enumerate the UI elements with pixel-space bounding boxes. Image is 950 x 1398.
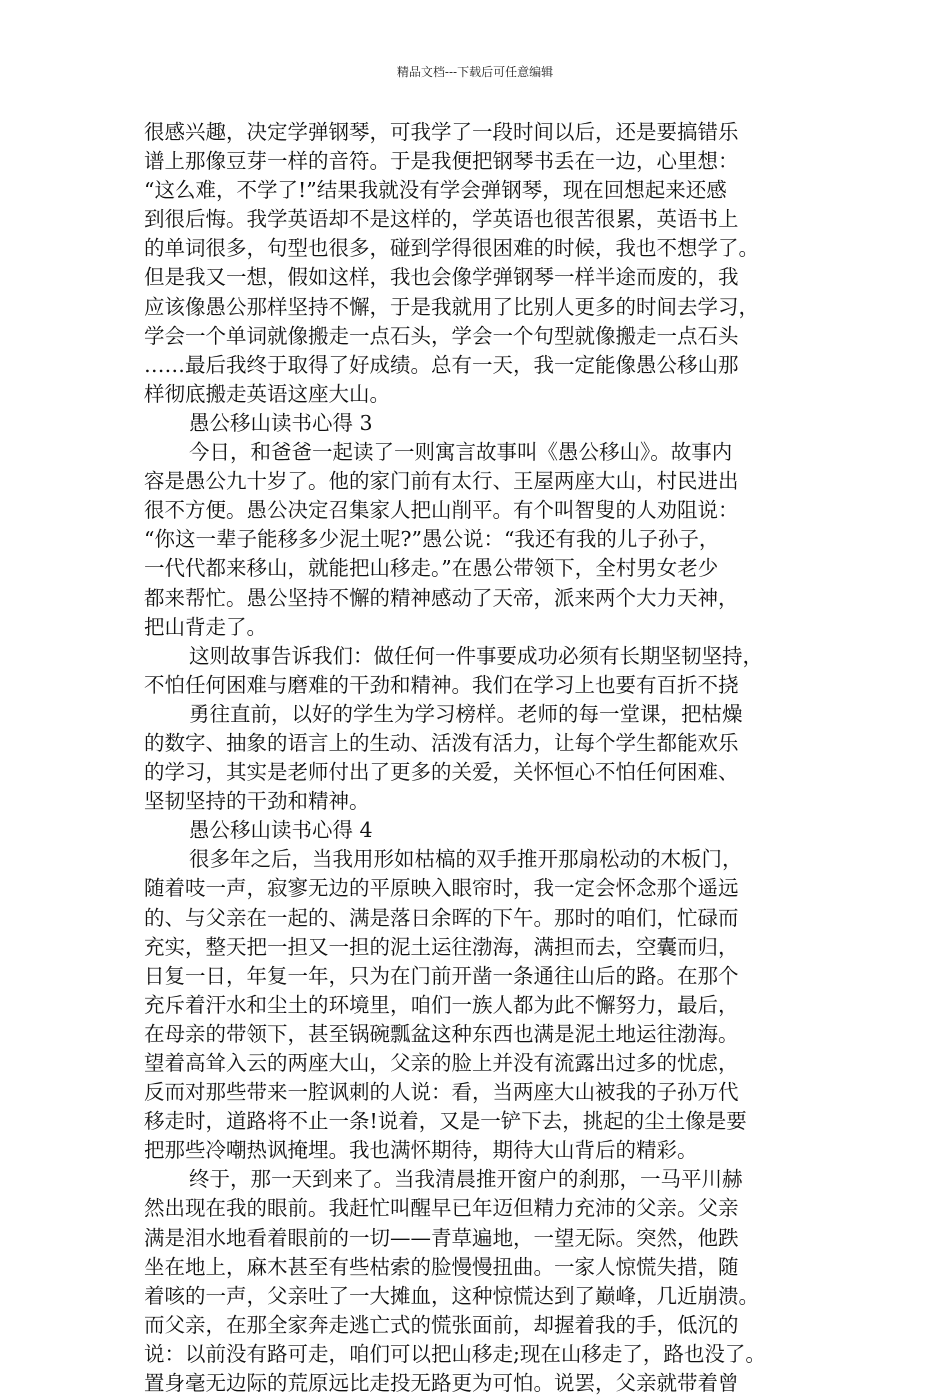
text-line: 很多年之后，当我用形如枯槁的双手推开那扇松动的木板门，: [189, 847, 743, 872]
text-line: 充斥着汗水和尘土的环境里，咱们一族人都为此不懈努力，最后，: [144, 992, 739, 1017]
text-line: 勇往直前，以好的学生为学习榜样。老师的每一堂课，把枯燥: [189, 701, 743, 726]
text-line: 而父亲，在那全家奔走逃亡式的慌张面前，却握着我的手，低沉的: [144, 1312, 739, 1337]
text-line: 的数字、抽象的语言上的生动、活泼有活力，让每个学生都能欢乐: [144, 730, 739, 755]
text-line: 学会一个单词就像搬走一点石头，学会一个句型就像搬走一点石头: [144, 323, 739, 348]
text-line: 说：以前没有路可走，咱们可以把山移走;现在山移走了，路也没了。: [144, 1341, 766, 1366]
text-line: 着咳的一声，父亲吐了一大摊血，这种惊慌达到了巅峰，几近崩溃。: [144, 1283, 759, 1308]
text-line: 谱上那像豆芽一样的音符。于是我便把钢琴书丢在一边，心里想：: [144, 149, 739, 174]
text-line: “这么难，不学了!”结果我就没有学会弹钢琴，现在回想起来还感: [144, 178, 727, 203]
text-line: 充实，整天把一担又一担的泥土运往渤海，满担而去，空囊而归，: [144, 934, 739, 959]
text-line: 的学习，其实是老师付出了更多的关爱，关怀恒心不怕任何困难、: [144, 760, 739, 785]
text-line: 把那些冷嘲热讽掩埋。我也满怀期待，期待大山背后的精彩。: [144, 1138, 698, 1163]
text-line: 不怕任何困难与磨难的干劲和精神。我们在学习上也要有百折不挠: [144, 672, 739, 697]
text-line: 把山背走了。: [144, 614, 267, 639]
text-line: “你这一辈子能移多少泥土呢?”愚公说：“我还有我的儿子孙子，: [144, 527, 720, 552]
text-line: 应该像愚公那样坚持不懈，于是我就用了比别人更多的时间去学习，: [144, 294, 759, 319]
text-line: 移走时，道路将不止一条!说着，又是一铲下去，挑起的尘土像是要: [144, 1109, 747, 1134]
text-line: 反而对那些带来一腔讽刺的人说：看，当两座大山被我的子孙万代: [144, 1080, 739, 1105]
section-heading: 愚公移山读书心得 3: [189, 410, 373, 435]
text-line: 在母亲的带领下，甚至锅碗瓢盆这种东西也满是泥土地运往渤海。: [144, 1021, 739, 1046]
text-line: 坐在地上，麻木甚至有些枯索的脸慢慢扭曲。一家人惊慌失措，随: [144, 1254, 739, 1279]
text-line: 置身毫无边际的荒原远比走投无路更为可怕。说罢，父亲就带着曾: [144, 1371, 739, 1396]
text-line: 都来帮忙。愚公坚持不懈的精神感动了天帝，派来两个大力天神，: [144, 585, 739, 610]
text-line: 坚韧坚持的干劲和精神。: [144, 789, 370, 814]
text-line: ……最后我终于取得了好成绩。总有一天，我一定能像愚公移山那: [144, 352, 739, 377]
document-body: [144, 118, 834, 1398]
text-line: 很不方便。愚公决定召集家人把山削平。有个叫智叟的人劝阻说：: [144, 498, 739, 523]
text-line: 一代代都来移山，就能把山移走。”在愚公带领下，全村男女老少: [144, 556, 719, 581]
text-line: 的单词很多，句型也很多，碰到学得很困难的时候，我也不想学了。: [144, 236, 759, 261]
text-line: 样彻底搬走英语这座大山。: [144, 381, 390, 406]
text-line: 然出现在我的眼前。我赶忙叫醒早已年迈但精力充沛的父亲。父亲: [144, 1196, 739, 1221]
text-line: 满是泪水地看着眼前的一切——青草遍地，一望无际。突然，他跌: [144, 1225, 739, 1250]
page-header: 精品文档---下载后可任意编辑: [396, 65, 554, 79]
text-line: 的、与父亲在一起的、满是落日余晖的下午。那时的咱们，忙碌而: [144, 905, 739, 930]
text-line: 今日，和爸爸一起读了一则寓言故事叫《愚公移山》。故事内: [189, 440, 733, 465]
text-line: 日复一日，年复一年，只为在门前开凿一条通往山后的路。在那个: [144, 963, 739, 988]
text-line: 终于，那一天到来了。当我清晨推开窗户的刹那，一马平川赫: [189, 1167, 743, 1192]
text-line: 很感兴趣，决定学弹钢琴，可我学了一段时间以后，还是要搞错乐: [144, 120, 739, 144]
text-line: 但是我又一想，假如这样，我也会像学弹钢琴一样半途而废的，我: [144, 265, 739, 290]
text-line: 望着高耸入云的两座大山，父亲的脸上并没有流露出过多的忧虑，: [144, 1051, 739, 1075]
text-line: 这则故事告诉我们：做任何一件事要成功必须有长期坚韧坚持，: [189, 643, 763, 668]
text-line: 到很后悔。我学英语却不是这样的，学英语也很苦很累，英语书上: [144, 207, 739, 232]
section-heading: 愚公移山读书心得 4: [189, 818, 373, 843]
text-line: 容是愚公九十岁了。他的家门前有太行、王屋两座大山，村民进出: [144, 469, 739, 494]
text-line: 随着吱一声，寂寥无边的平原映入眼帘时，我一定会怀念那个遥远: [144, 876, 739, 901]
